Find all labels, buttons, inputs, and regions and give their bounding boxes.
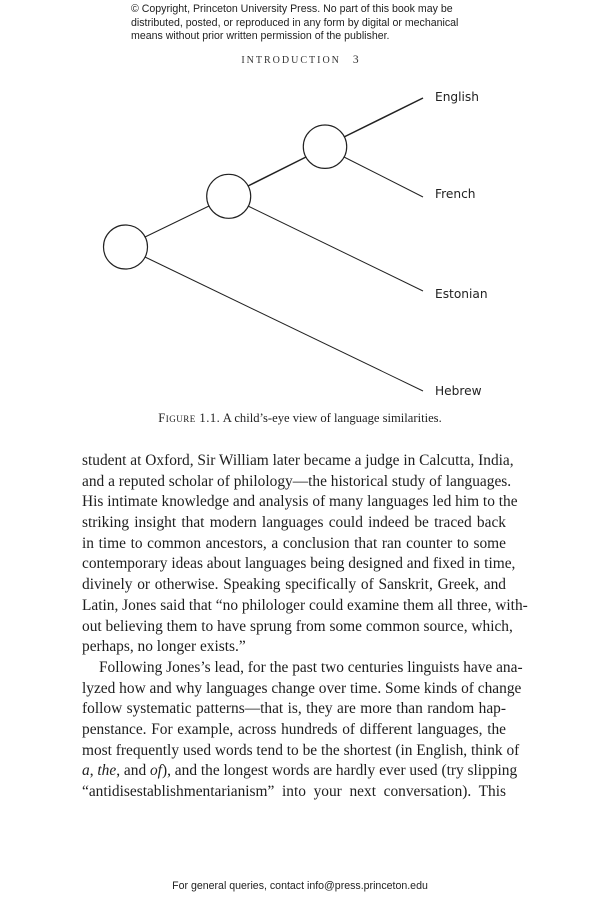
leaf-estonian: Estonian xyxy=(435,287,488,301)
text-line: Latin, Jones said that “no philologer could examine them all three, with- xyxy=(82,596,528,614)
leaf-french: French xyxy=(435,187,476,201)
copyright-line: distributed, posted, or reproduced in any form by digital or mechanical xyxy=(131,16,459,29)
figure-number: Figure 1.1. xyxy=(158,411,221,425)
page-number: 3 xyxy=(352,54,359,66)
text-line: striking insight that modern languages could indeed be traced back xyxy=(82,514,506,532)
body-text xyxy=(82,451,528,803)
text-line: His intimate knowledge and analysis of many languages led him to the xyxy=(82,493,518,511)
text-line: student at Oxford, Sir William later became a judge in Calcutta, India, xyxy=(82,452,514,469)
section-title: INTRODUCTION xyxy=(241,55,341,66)
copyright-line: © Copyright, Princeton University Press. No part of this book may be xyxy=(131,3,453,15)
language-tree-figure xyxy=(0,0,600,440)
leaf-english: English xyxy=(435,90,480,104)
text-line: lyzed how and why languages change over time. Some kinds of change xyxy=(82,679,522,697)
text-line: penstance. For example, across hundreds of different languages, the xyxy=(82,720,506,738)
italic-word: of xyxy=(149,762,162,780)
footer-contact: For general queries, contact info@press.princeton.edu xyxy=(172,880,428,892)
branch-hebrew xyxy=(145,257,423,391)
tree-diagram xyxy=(0,0,600,440)
text-line: “antidisestablishmentarianism” into your next conversation). This xyxy=(82,783,506,800)
text-line: in time to common ancestors, a conclusion that ran counter to some xyxy=(82,534,506,552)
text-line: follow systematic patterns—that is, they are more than random hap- xyxy=(82,700,506,718)
italic-word: a xyxy=(82,762,90,780)
text-line-italic-examples xyxy=(82,761,518,782)
text-line: out believing them to have sprung from some common source, which, xyxy=(82,617,513,635)
line-rest: ), and the longest words are hardly ever used (try slipping xyxy=(161,762,518,780)
separator: , xyxy=(89,762,98,780)
paragraph-start-line: Following Jones’s lead, for the past two centuries linguists have ana- xyxy=(99,658,523,676)
node2-circle xyxy=(207,174,251,218)
branch-node2-node3 xyxy=(248,157,306,186)
italic-word: the xyxy=(97,762,117,780)
copyright-line: means without prior written permission of the publisher. xyxy=(131,30,390,43)
root-node-circle xyxy=(104,225,148,269)
branch-root-node2 xyxy=(145,206,209,237)
text-line: perhaps, no longer exists.” xyxy=(82,638,246,656)
separator: , and xyxy=(116,762,150,780)
node3-circle xyxy=(303,125,346,168)
branch-french xyxy=(344,157,423,197)
text-line: contemporary ideas about languages being designed and fixed in time, xyxy=(82,555,516,573)
text-line: most frequently used words tend to be the shortest (in English, think of xyxy=(82,741,520,759)
leaf-hebrew: Hebrew xyxy=(435,384,482,398)
figure-caption-text: A child’s-eye view of language similarities. xyxy=(220,411,442,425)
branch-estonian xyxy=(248,206,423,291)
branch-english xyxy=(344,98,423,137)
text-line: divinely or otherwise. Speaking specifically of Sanskrit, Greek, and xyxy=(82,576,506,594)
figure-caption xyxy=(0,411,600,426)
text-line: and a reputed scholar of philology—the historical study of languages. xyxy=(82,472,512,490)
